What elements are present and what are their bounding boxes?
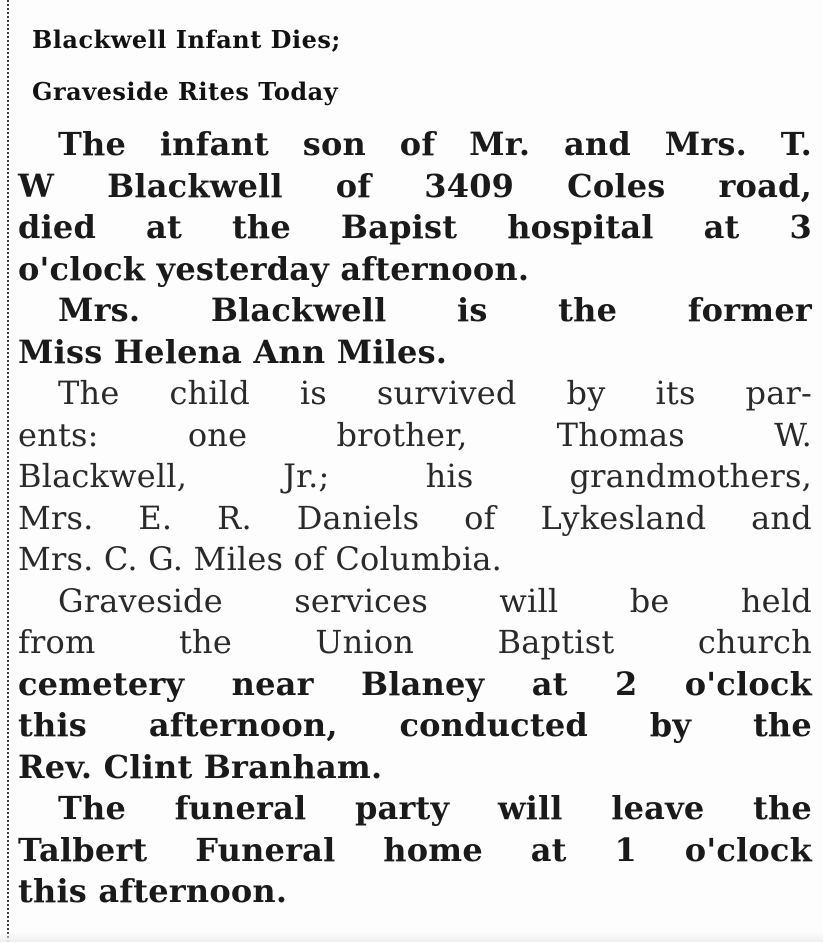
article-word: son [302,125,367,163]
article-word: be [629,581,670,620]
article-word: will [497,789,563,827]
article-word: at [531,664,568,703]
article-line [18,788,812,830]
article-word: 2 [614,664,638,703]
article-line [18,373,812,415]
article-word: his [425,457,474,495]
article-word: party [354,789,450,827]
article-word: Thomas [556,415,685,454]
article-word: grandmothers, [569,457,812,495]
article-line [18,124,812,166]
article-word: the [558,291,618,329]
article-line [18,747,812,789]
article-line [18,290,812,332]
article-word: ents: [18,415,99,454]
headline [18,14,812,118]
article-line [18,498,812,540]
article-word: and [563,125,631,163]
article-word: afternoon, [148,706,338,744]
article-word: is [457,291,488,329]
article-word: the [231,208,291,246]
article-word: 3409 [424,166,515,205]
article-word: o'clock [684,830,812,869]
article-word: Mrs. [58,291,141,329]
article-line [18,249,812,291]
article-word: this [18,706,88,744]
article-word: cemetery [18,664,185,703]
article-word: Blaney [360,664,485,703]
article-word: hospital [507,208,654,246]
article-word: Daniels [296,498,420,537]
article-word: Union [315,623,415,661]
article-word: by [566,374,606,412]
article-line [18,622,812,664]
article-word: at [530,830,567,869]
article-word: survived [376,374,517,412]
article-word: Blackwell [210,291,387,329]
article-word: 3 [789,208,812,246]
article-word: par- [745,374,812,412]
article-word: Mrs. [18,498,94,537]
article-word: conducted [399,706,588,744]
article-word: one [187,415,248,454]
article-word: Baptist [497,623,615,661]
article-word: Coles [567,166,666,205]
article-word: 1 [614,830,637,869]
article-word: by [649,706,692,744]
article-word: The [58,789,127,827]
article-word: E. [138,498,173,537]
obituary-article [18,14,812,913]
article-line [18,207,812,249]
article-word: its [655,374,696,412]
article-word: brother, [336,415,468,454]
headline-line-1: Blackwell Infant Dies; [32,25,341,54]
article-word: church [697,623,812,661]
article-line-text: this afternoon. [18,872,288,910]
article-word: Lykesland [540,498,707,537]
column-rule [7,0,9,942]
article-line [18,166,812,208]
article-word: W. [774,415,812,454]
article-word: Blackwell [107,166,283,205]
article-word: the [752,789,812,827]
article-word: funeral [174,789,307,827]
article-word: former [687,291,812,329]
article-word: Mrs. [664,125,747,163]
article-word: Funeral [195,830,336,869]
article-word: Bapist [340,208,458,246]
article-line [18,581,812,623]
article-word: R. [217,498,252,537]
article-word: W [18,166,55,205]
article-word: The [58,374,120,412]
article-word: child [169,374,250,412]
article-word: of [335,166,372,205]
article-word: Mr. [469,125,531,163]
article-word: infant [159,125,269,163]
article-word: Graveside [58,581,223,620]
article-word: Jr.; [283,457,330,495]
article-line [18,705,812,747]
article-line [18,871,812,913]
headline-line-2: Graveside Rites Today [32,77,339,106]
article-word: will [499,581,559,620]
article-body [18,124,812,913]
article-word: died [18,208,97,246]
article-line [18,830,812,872]
article-word: The [58,125,127,163]
article-word: services [294,581,429,620]
article-word: the [178,623,232,661]
article-line [18,539,812,581]
article-word: of [464,498,496,537]
article-line-text: Miss Helena Ann Miles. [18,332,448,371]
article-line [18,332,812,374]
article-word: at [146,208,182,246]
article-line [18,664,812,706]
article-line-text: Mrs. C. G. Miles of Columbia. [18,540,503,578]
article-word: T. [780,125,812,163]
article-word: the [752,706,812,744]
article-word: is [299,374,327,412]
article-word: near [231,664,314,703]
article-word: held [740,581,812,620]
article-word: at [703,208,740,246]
article-word: Blackwell, [18,457,188,495]
article-word: of [399,125,436,163]
article-word: Talbert [18,830,148,869]
article-word: from [18,623,96,661]
article-line [18,415,812,457]
article-word: home [383,830,483,869]
article-word: o'clock [684,664,812,703]
article-line-text: o'clock yesterday afternoon. [18,249,530,288]
article-word: leave [611,789,705,827]
page-edge-shadow [0,932,823,942]
article-line-text: Rev. Clint Branham. [18,747,383,786]
article-word: and [751,498,812,537]
article-line [18,456,812,498]
article-word: road, [718,166,812,205]
